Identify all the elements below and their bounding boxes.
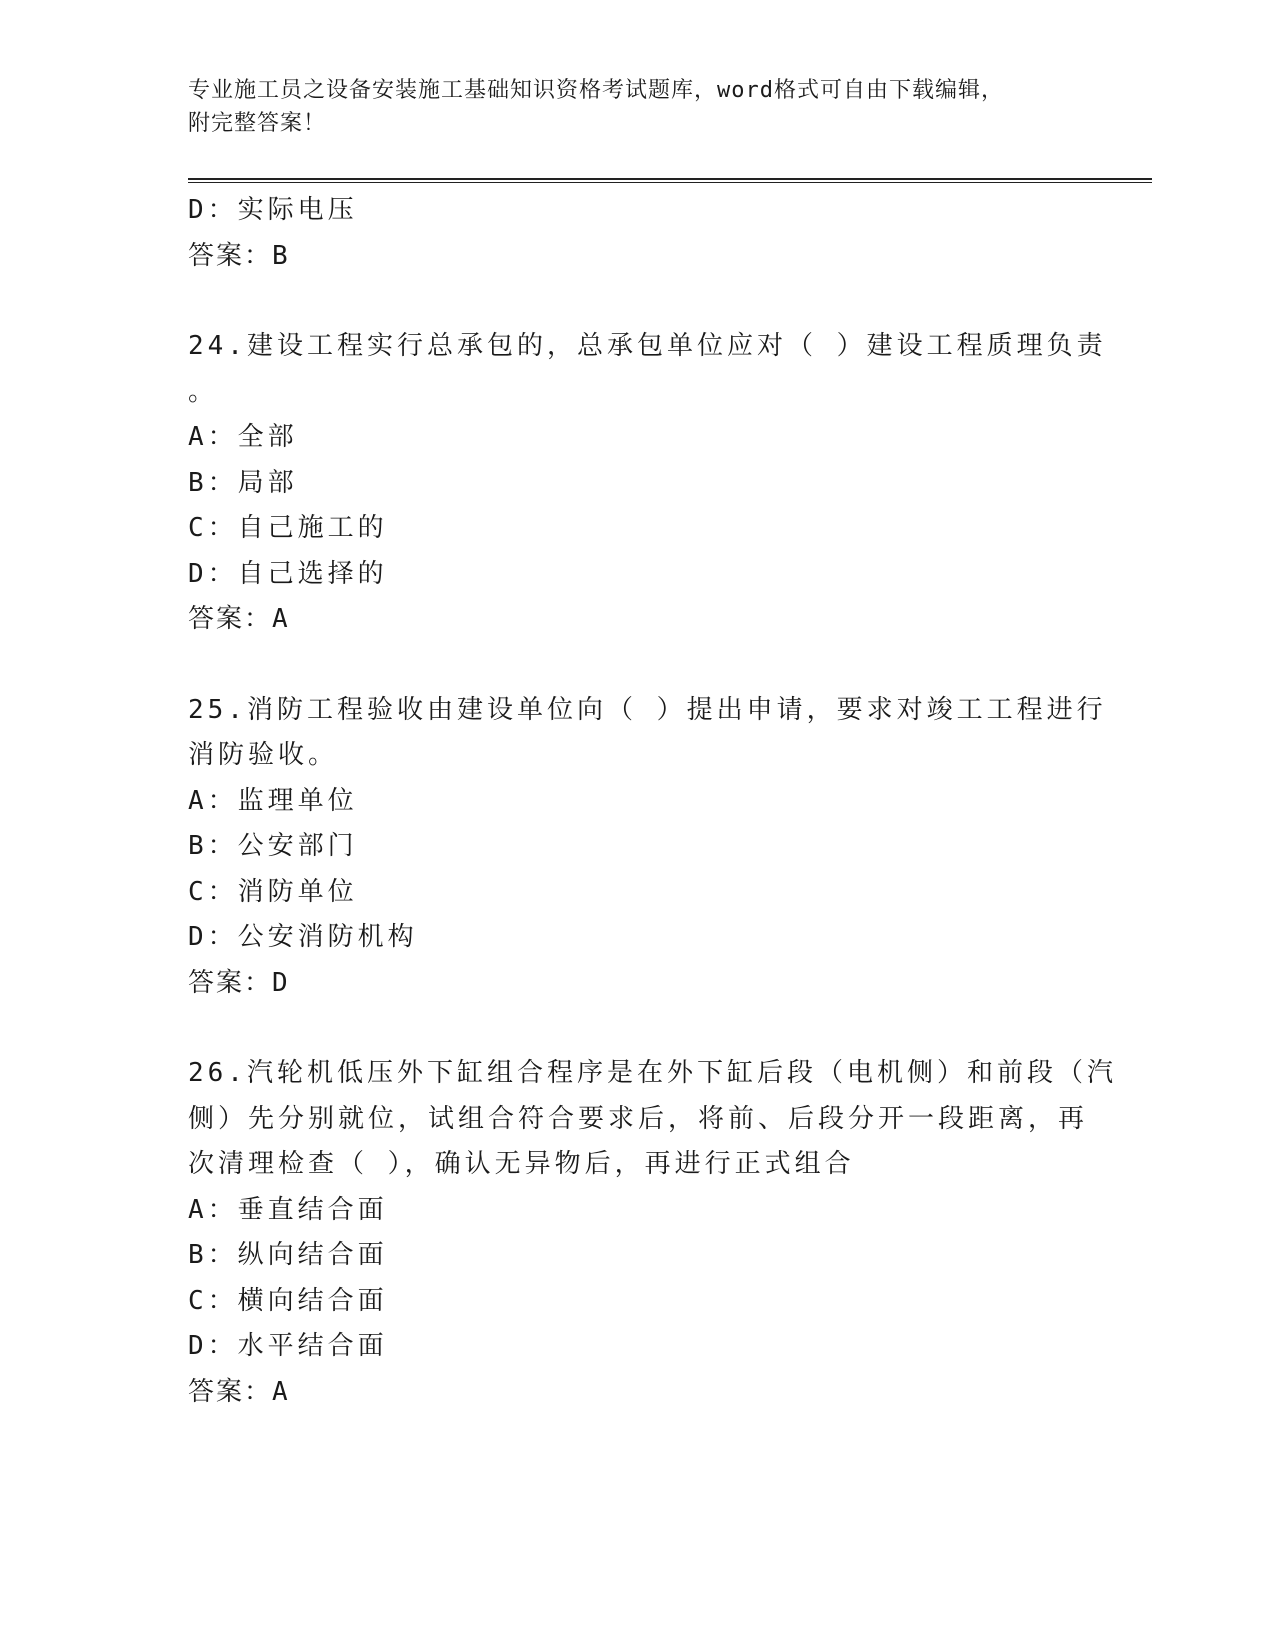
option-d: D：实际电压 xyxy=(188,195,358,225)
option-d: D：自己选择的 xyxy=(188,558,388,589)
question-26 xyxy=(188,1051,1117,1415)
option-c: C：自己施工的 xyxy=(188,513,388,543)
document-header xyxy=(188,74,1068,140)
answer-text: 答案：A xyxy=(188,1376,290,1407)
answer-text: 答案：A xyxy=(188,604,290,634)
option-d: D：水平结合面 xyxy=(188,1331,388,1361)
option-a: A：垂直结合面 xyxy=(188,1194,388,1225)
option-c: C：横向结合面 xyxy=(188,1285,388,1316)
option-c: C：消防单位 xyxy=(188,876,358,907)
header-divider xyxy=(188,178,1152,183)
question-stem: 26.汽轮机低压外下缸组合程序是在外下缸后段（电机侧）和前段（汽 xyxy=(188,1058,1117,1088)
question-stem: 24.建设工程实行总承包的，总承包单位应对（ ）建设工程质理负责 xyxy=(188,331,1107,361)
question-stem: 次清理检查（ ），确认无异物后，再进行正式组合 xyxy=(188,1149,855,1179)
option-a: A：监理单位 xyxy=(188,785,358,816)
option-b: B：局部 xyxy=(188,467,298,498)
answer-text: 答案：D xyxy=(188,967,290,998)
answer-text: 答案：B xyxy=(188,240,290,271)
option-b: B：纵向结合面 xyxy=(188,1240,388,1270)
question-stem: 侧）先分别就位，试组合符合要求后，将前、后段分开一段距离，再 xyxy=(188,1103,1089,1134)
option-d: D：公安消防机构 xyxy=(188,922,418,952)
previous-question-tail xyxy=(188,188,1078,279)
option-a: A：全部 xyxy=(188,422,298,452)
question-list xyxy=(188,188,1117,1415)
question-stem: 。 xyxy=(188,376,219,407)
question-24 xyxy=(188,324,1107,643)
header-line: 附完整答案！ xyxy=(188,111,327,136)
header-line: 专业施工员之设备安装施工基础知识资格考试题库，word格式可自由下载编辑， xyxy=(188,78,1004,103)
option-b: B：公安部门 xyxy=(188,831,358,861)
question-stem: 25.消防工程验收由建设单位向（ ）提出申请，要求对竣工工程进行 xyxy=(188,694,1107,725)
question-stem: 消防验收。 xyxy=(188,740,339,770)
question-25 xyxy=(188,688,1107,1007)
